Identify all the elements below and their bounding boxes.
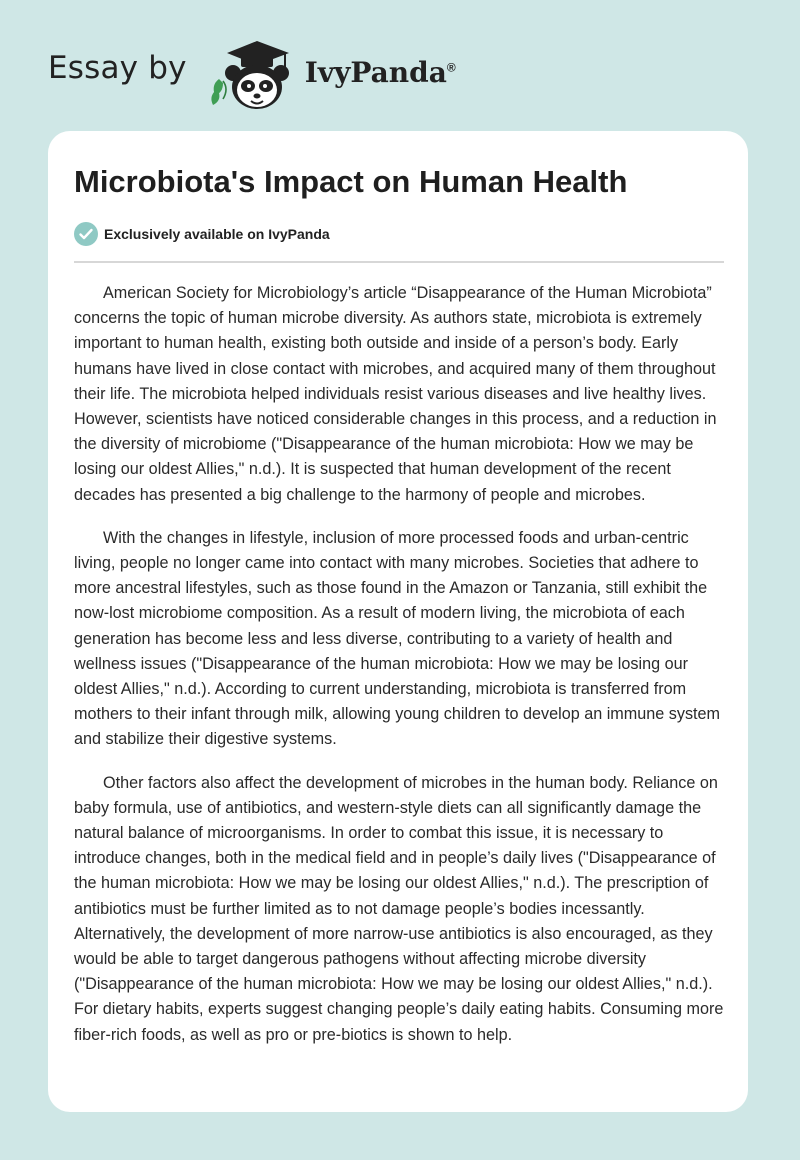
brand-name[interactable]: IvyPanda® [304,55,456,89]
badge-label: Exclusively available on IvyPanda [104,226,330,242]
page-title: Microbiota's Impact on Human Health [74,164,628,199]
paragraph: With the changes in lifestyle, inclusion of more processed foods and urban-centric living, people no longer came into contact with many microbes. Societies that adhere to more ancestral lifestyles, such as those found in the Amazon or Tanzania, still exhibit the now-lost microbiome composition. As a result of modern living, the microbiota of each generation has become less and less diverse, contributing to a variety of health and wellness issues ("Disappearance of the human microbiota: How we may be losing our oldest Allies," n.d.). According to current understanding, microbiota is transferred from mothers to their infant through milk, allowing young children to develop an immune system and stabilize their digestive systems. [74,528,721,749]
exclusive-badge [74,222,330,246]
paragraph: Other factors also affect the development of microbes in the human body. Reliance on baby formula, use of antibiotics, and western-style diets can all significantly damage the natural balance of microorganisms. In order to combat this issue, it is necessary to introduce changes, both in the medical field and in people’s daily lives ("Disappearance of the human microbiota: How we may be losing our oldest Allies," n.d.). The prescription of antibiotics must be further limited as to not damage people’s bodies incessantly. Alternatively, the development of more narrow-use antibiotics is also encouraged, as they would be able to target dangerous pathogens without affecting microbe diversity ("Disappearance of the human microbiota: How we may be losing our oldest Allies," n.d.). For dietary habits, experts suggest changing people’s daily eating habits. Consuming more fiber-rich foods, as well as pro or pre-biotics is shown to help. [74,773,724,1044]
panda-graduate-icon[interactable] [205,35,297,113]
paragraph: American Society for Microbiology’s article “Disappearance of the Human Microbiota” concerns the topic of human microbe diversity. As authors state, microbiota is extremely important to human health, existing both outside and inside of a person’s body. Early humans have lived in close contact with microbes, and acquired many of them throughout their life. The microbiota helped individuals resist various diseases and live healthy lives. However, scientists have noticed considerable changes in this process, and a reduction in the diversity of microbiome ("Disappearance of the human microbiota: How we may be losing our oldest Allies," n.d.). It is suspected that human development of the recent decades has presented a big challenge to the harmony of people and microbes. [74,284,717,504]
site-header [48,34,748,114]
essay-by-label: Essay by [48,50,187,86]
essay-body [74,281,724,1066]
ivy-leaf-icon [211,79,226,105]
essay-card [48,131,748,1112]
registered-mark: ® [446,60,456,75]
check-circle-icon [74,222,98,246]
divider [74,261,724,263]
